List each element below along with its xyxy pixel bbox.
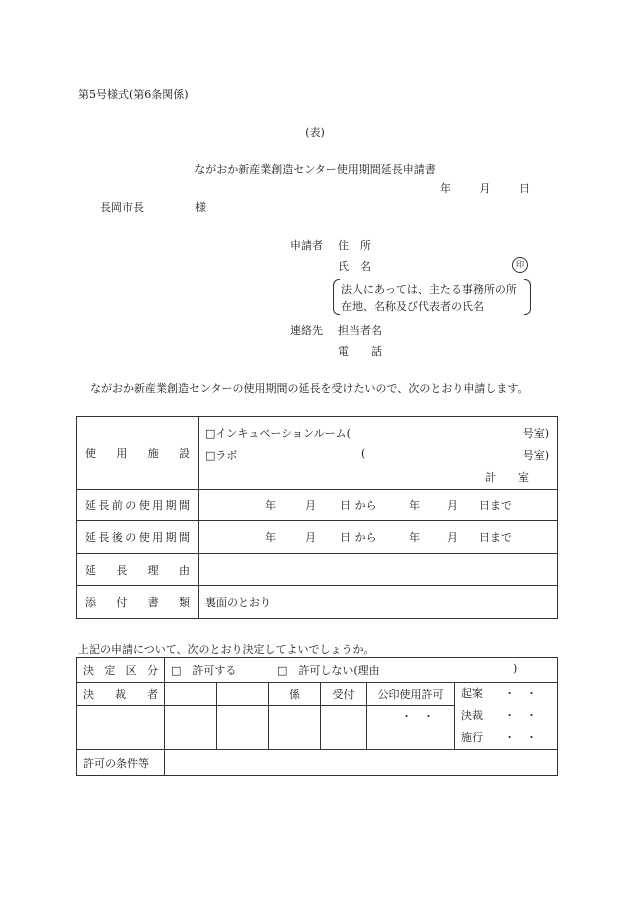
seal-permit-header: 公印使用許可	[367, 683, 455, 706]
bracket-left	[333, 279, 340, 315]
lab-option[interactable]: □ラボ	[205, 449, 238, 462]
category-options-cell	[165, 658, 558, 683]
before-period-row	[77, 490, 558, 521]
address-label: 住 所	[338, 239, 371, 252]
before-month-to: 月	[447, 499, 458, 512]
before-month: 月	[305, 499, 316, 512]
room-suffix-2: 号室)	[522, 449, 549, 462]
contact-label: 連絡先	[290, 324, 323, 337]
reason-row	[77, 554, 558, 586]
category-label-cell: 決 定 区 分	[77, 658, 165, 683]
attachment-row	[77, 586, 558, 619]
incubation-room-option[interactable]: □インキュベーションルーム(	[205, 427, 351, 440]
facility-value-cell	[199, 417, 558, 490]
after-month-to: 月	[447, 531, 458, 544]
after-label-cell: 延 長 後 の 使 用 期 間	[77, 521, 199, 554]
after-period-row	[77, 521, 558, 554]
reason-value-cell[interactable]	[199, 554, 558, 586]
date-line	[440, 180, 530, 196]
honorific: 様	[195, 201, 206, 214]
form-number: 第5号様式(第6条関係)	[78, 88, 189, 101]
receipt-header: 受付	[321, 683, 367, 706]
lab-paren: (	[361, 447, 366, 460]
seal-mark-icon: 印	[512, 257, 528, 273]
approve-dots: ・ ・	[504, 709, 538, 722]
decision-category-row	[77, 658, 558, 683]
approver-box-1	[165, 683, 217, 706]
application-table	[76, 416, 558, 619]
document-title: ながおか新産業創造センター使用期間延長申請書	[194, 163, 436, 176]
after-day-until: 日まで	[479, 531, 512, 544]
staff-header: 係	[269, 683, 321, 706]
reason-label-cell: 延 長 理 由	[77, 554, 199, 586]
draft-dots: ・ ・	[504, 687, 538, 700]
stamp-cell-staff	[269, 706, 321, 750]
phone-label: 電 話	[338, 345, 382, 358]
enforce-dots: ・ ・	[504, 731, 538, 744]
before-day-from: 日 から	[340, 499, 377, 512]
bracket-right	[524, 279, 531, 315]
before-period-cell[interactable]	[199, 490, 558, 521]
conditions-row	[77, 750, 558, 776]
approver-label-cell: 決 裁 者	[77, 683, 165, 706]
attachment-value-cell: 裏面のとおり	[199, 586, 558, 619]
approver-header-row	[77, 683, 558, 706]
total-label: 計 室	[485, 471, 529, 484]
permit-option[interactable]: □ 許可する	[171, 664, 237, 677]
person-label: 担当者名	[338, 324, 382, 337]
addressee: 長岡市長	[100, 201, 144, 214]
conditions-value-cell[interactable]	[165, 750, 558, 776]
close-paren: )	[513, 662, 518, 675]
approve-label: 決裁	[461, 709, 483, 722]
seal-date-cell: ・ ・	[367, 706, 455, 750]
stamp-cell-1	[165, 706, 217, 750]
process-dates-cell	[455, 683, 558, 750]
before-year-to: 年	[409, 499, 420, 512]
stamp-cell-0	[77, 706, 165, 750]
side-label: (表)	[305, 126, 325, 139]
name-label: 氏 名	[338, 260, 371, 273]
stamp-cell-2	[217, 706, 269, 750]
approver-box-2	[217, 683, 269, 706]
after-year: 年	[265, 531, 276, 544]
corp-note-line2: 在地、名称及び代表者の氏名	[341, 300, 484, 313]
date-year: 年	[440, 182, 451, 195]
facility-row	[77, 417, 558, 490]
before-label-cell: 延 長 前 の 使 用 期 間	[77, 490, 199, 521]
corp-note-line1: 法人にあっては、主たる事務所の所	[341, 283, 517, 296]
draft-label: 起案	[461, 687, 483, 700]
date-month: 月	[479, 182, 491, 195]
applicant-label: 申請者	[290, 239, 323, 252]
after-month: 月	[305, 531, 316, 544]
conditions-label-cell: 許可の条件等	[77, 750, 165, 776]
before-year: 年	[265, 499, 276, 512]
not-permit-option[interactable]: □ 許可しない(理由	[277, 664, 380, 677]
stamp-cell-receipt	[321, 706, 367, 750]
enforce-label: 施行	[461, 731, 483, 744]
attachment-label-cell: 添 付 書 類	[77, 586, 199, 619]
decision-intro: 上記の申請について、次のとおり決定してよいでしょうか。	[78, 643, 375, 656]
after-day-from: 日 から	[340, 531, 377, 544]
facility-label-cell: 使 用 施 設	[77, 417, 199, 490]
after-period-cell[interactable]	[199, 521, 558, 554]
before-day-until: 日まで	[479, 499, 512, 512]
decision-table	[76, 657, 558, 776]
after-year-to: 年	[409, 531, 420, 544]
room-suffix-1: 号室)	[522, 427, 549, 440]
intro-text: ながおか新産業創造センターの使用期間の延長を受けたいので、次のとおり申請します。	[90, 382, 529, 395]
date-day: 日	[519, 182, 530, 195]
